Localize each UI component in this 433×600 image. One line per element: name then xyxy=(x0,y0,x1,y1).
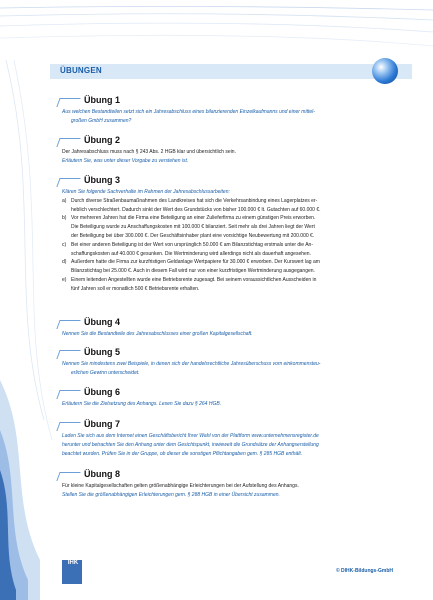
exercise-title: Übung 4 xyxy=(84,317,120,327)
list-item xyxy=(62,197,424,215)
list-label: b) xyxy=(62,215,67,222)
list-label: c) xyxy=(62,241,67,248)
text-line: Außerdem hatte die Firma zur kurzfristigen Geldanlage Wertpapiere für 30.000 € erworben. Der Kurswert lag am xyxy=(71,259,320,266)
text-line: Erläutern Sie, was unter dieser Vorgabe zu verstehen ist. xyxy=(62,157,189,164)
text-line: Klären Sie folgende Sachverhalte im Rahmen der Jahresabschlussarbeiten: xyxy=(62,189,230,195)
exercise-text xyxy=(62,400,424,409)
text-line: Erläutern Sie die Zielsetzung des Anhangs. Lesen Sie dazu § 264 HGB. xyxy=(62,401,222,407)
exercise-title: Übung 1 xyxy=(84,95,120,105)
list-label: e) xyxy=(62,276,67,283)
text-line: fünf Jahren soll er monatlich 500 € Betriebsrente erhalten. xyxy=(71,285,200,292)
text-line: Aus welchen Bestandteilen setzt sich ein Jahresabschluss eines bilanzierenden Einzelkaufmanns und einer mittel- xyxy=(62,109,315,115)
exercise-text xyxy=(62,148,424,166)
text-line: Nennen Sie mindestens zwei Beispiele, in denen sich der handelsrechtliche Jahresüberschuss vom einkommensteu- xyxy=(62,361,321,367)
text-line: der Beteiligung bei über 300.000 €. Der Geschäftsinhaber plant eine vorsichtige Neubewertung mit 200.000 €. xyxy=(71,232,315,239)
exercise-title: Übung 5 xyxy=(84,347,120,357)
exercise-text xyxy=(62,482,424,500)
exercise-title: Übung 6 xyxy=(84,387,120,397)
exercise-title: Übung 8 xyxy=(84,469,120,479)
text-line: großen GmbH zusammen? xyxy=(71,117,132,124)
section-title: ÜBUNGEN xyxy=(60,66,102,75)
exercise-title: Übung 2 xyxy=(84,135,120,145)
exercise-text xyxy=(62,330,424,339)
bracket-icon xyxy=(56,350,80,359)
copyright-notice: © DIHK-Bildungs-GmbH xyxy=(335,568,393,574)
text-line: Einem leitenden Angestellten wurde eine Betriebsrente zugesagt. Bei seinem voraussichtlichen Ausscheiden in xyxy=(71,276,317,283)
list-label: d) xyxy=(62,259,67,266)
exercise-text xyxy=(62,432,424,458)
bracket-icon xyxy=(56,390,80,399)
text-line: schaffungskosten auf 40.000 € gesunken. Die Wertminderung wird allerdings nicht als dauerhaft angesehen. xyxy=(71,250,311,257)
list-item xyxy=(62,241,424,259)
text-line: herunter und betrachten Sie den Anhang unter dem Gesichtspunkt, inwieweit die Grundsätze der Anhangserstellung xyxy=(62,441,319,448)
bracket-icon xyxy=(56,422,80,431)
text-line: Laden Sie sich aus dem Internet einen Geschäftsbericht Ihrer Wahl von der Plattform www.unternehmensregister.de xyxy=(62,433,319,439)
text-line: Stellen Sie die größenabhängigen Erleichterungen gem. § 288 HGB in einer Übersicht zusammen. xyxy=(62,491,280,498)
text-line: Bilanzstichtag bei 25.000 €. Auch in diesem Fall wird nur von einer kurzfristigen Wertminderung ausgegangen. xyxy=(71,268,315,275)
section-header-band xyxy=(50,64,412,79)
list-item xyxy=(62,258,424,276)
exercise-text xyxy=(62,360,424,378)
text-line: erlichen Gewinn unterscheidet. xyxy=(71,369,140,376)
bracket-icon xyxy=(56,138,80,147)
exercise-text xyxy=(62,108,424,126)
exercise-text xyxy=(62,188,424,294)
header-sphere-icon xyxy=(372,58,398,84)
text-line: Vor mehreren Jahren hat die Firma eine Beteiligung an einer Zulieferfirma zu einem günstigen Preis erworben. xyxy=(71,215,316,222)
list-item xyxy=(62,276,424,294)
bracket-icon xyxy=(56,178,80,187)
text-line: Durch diverse Straßenbaumaßnahmen des Landkreises hat sich die Verkehrsanbindung eines Lagerplatzes er- xyxy=(71,197,318,204)
text-line: Bei einer anderen Beteiligung ist der Wert von ursprünglich 50.000 € am Bilanzstichtag erstmals unter die An- xyxy=(71,241,313,248)
text-line: Nennen Sie die Bestandteile des Jahresabschlusses einer großen Kapitalgesellschaft. xyxy=(62,331,253,337)
list-label: a) xyxy=(62,197,67,204)
exercise-title: Übung 7 xyxy=(84,419,120,429)
bracket-icon xyxy=(56,472,80,481)
bracket-icon xyxy=(56,98,80,107)
ihk-logo-text: IHK xyxy=(67,560,79,566)
top-decorative-lines xyxy=(0,0,433,60)
list-item xyxy=(62,214,424,240)
left-decorative-band xyxy=(0,0,60,600)
text-line: Die Beteiligung wurde zu Anschaffungskosten mit 100.000 € bilanziert. Seit mehr als drei Jahren liegt der Wert xyxy=(71,224,315,231)
exercise-title: Übung 3 xyxy=(84,175,120,185)
text-line: heblich verschlechtert. Dadurch sinkt der Wert des Grundstücks von bisher 100.000 € lt. Gutachten auf 60.000 €. xyxy=(71,206,321,213)
bracket-icon xyxy=(56,320,80,329)
text-line: Der Jahresabschluss muss nach § 243 Abs. 2 HGB klar und übersichtlich sein. xyxy=(62,149,236,155)
text-line: beachtet wurden. Prüfen Sie in der Gruppe, ob dieser die sonstigen Pflichtangaben gem. § 285 HGB enthält. xyxy=(62,450,303,457)
text-line: Für kleine Kapitalgesellschaften gelten größenabhängige Erleichterungen bei der Aufstellung des Anhangs. xyxy=(62,483,299,489)
